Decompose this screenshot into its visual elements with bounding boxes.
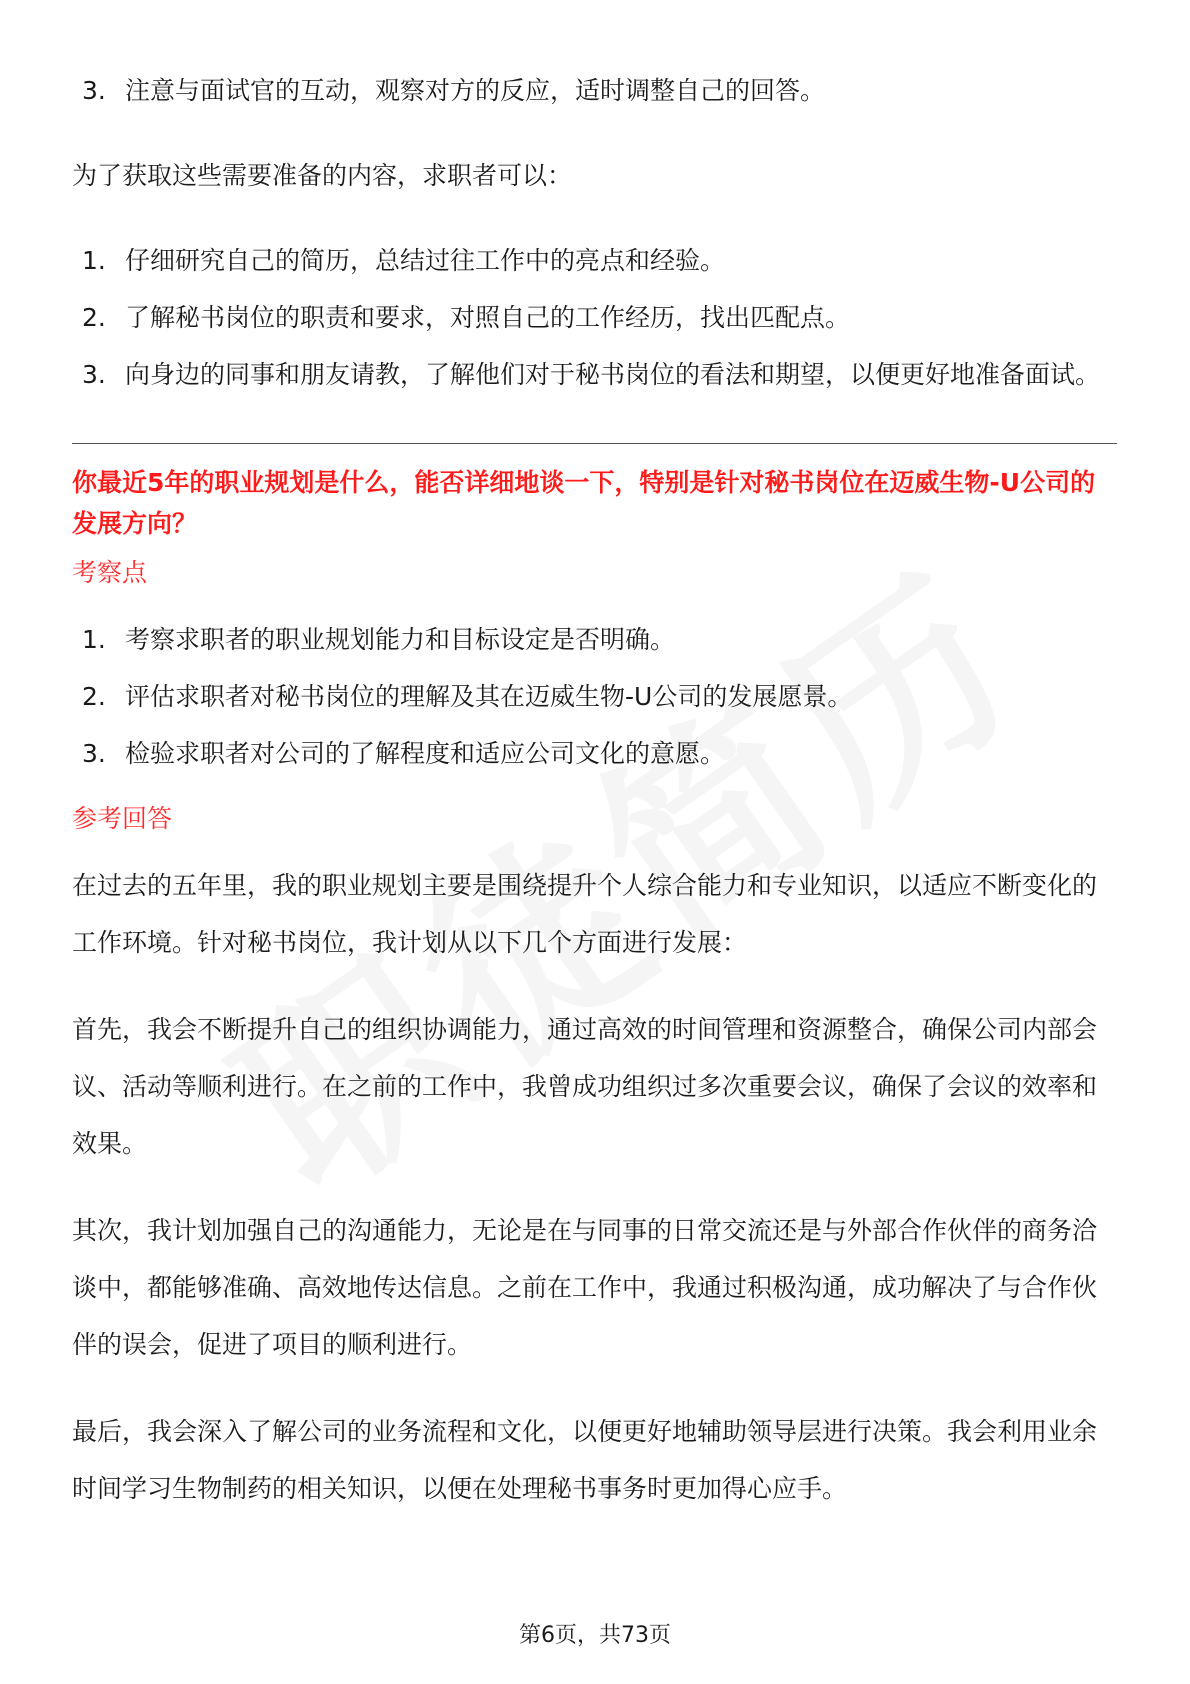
list-number: 3.: [82, 739, 106, 768]
answer-paragraph: 在过去的五年里，我的职业规划主要是围绕提升个人综合能力和专业知识，以适应不断变化的工作环境。针对秘书岗位，我计划从以下几个方面进行发展：: [72, 871, 1098, 957]
prev-answer-list: [72, 62, 1117, 119]
list-text: 了解秘书岗位的职责和要求，对照自己的工作经历，找出匹配点。: [125, 303, 851, 332]
list-item: [72, 62, 1117, 119]
list-item: [72, 346, 1117, 403]
document-page: [72, 62, 1117, 1517]
list-text: 考察求职者的职业规划能力和目标设定是否明确。: [125, 625, 676, 654]
list-number: 3.: [82, 360, 106, 389]
list-text: 检验求职者对公司的了解程度和适应公司文化的意愿。: [125, 739, 726, 768]
page-number: 第6页，共73页: [519, 1623, 671, 1648]
points-list: [72, 611, 1117, 782]
list-item: [72, 725, 1117, 782]
list-text: 仔细研究自己的简历，总结过往工作中的亮点和经验。: [125, 246, 726, 275]
answer-heading: 参考回答: [72, 804, 173, 833]
list-text: 注意与面试官的互动，观察对方的反应，适时调整自己的回答。: [125, 76, 826, 105]
interview-question: 你最近5年的职业规划是什么，能否详细地谈一下，特别是针对秘书岗位在迈威生物-U公司的发展方向？: [72, 468, 1096, 538]
list-item: [72, 232, 1117, 289]
prep-intro: 为了获取这些需要准备的内容，求职者可以：: [72, 161, 573, 190]
answer-paragraph: 最后，我会深入了解公司的业务流程和文化，以便更好地辅助领导层进行决策。我会利用业余时间学习生物制药的相关知识，以便在处理秘书事务时更加得心应手。: [72, 1417, 1098, 1503]
answer-paragraph: 首先，我会不断提升自己的组织协调能力，通过高效的时间管理和资源整合，确保公司内部会议、活动等顺利进行。在之前的工作中，我曾成功组织过多次重要会议，确保了会议的效率和效果。: [72, 1015, 1098, 1158]
points-heading: 考察点: [72, 558, 148, 587]
list-item: [72, 668, 1117, 725]
list-text: 向身边的同事和朋友请教，了解他们对于秘书岗位的看法和期望，以便更好地准备面试。: [125, 360, 1101, 389]
list-text: 评估求职者对秘书岗位的理解及其在迈威生物-U公司的发展愿景。: [125, 682, 853, 711]
list-item: [72, 611, 1117, 668]
answer-paragraph: 其次，我计划加强自己的沟通能力，无论是在与同事的日常交流还是与外部合作伙伴的商务洽谈中，都能够准确、高效地传达信息。之前在工作中，我通过积极沟通，成功解决了与合作伙伴的误会，促进了项目的顺利进行。: [72, 1216, 1098, 1359]
list-number: 3.: [82, 76, 106, 105]
list-number: 2.: [82, 303, 106, 332]
list-number: 1.: [82, 246, 106, 275]
prep-list: [72, 232, 1117, 403]
list-number: 2.: [82, 682, 106, 711]
list-number: 1.: [82, 625, 106, 654]
list-item: [72, 289, 1117, 346]
